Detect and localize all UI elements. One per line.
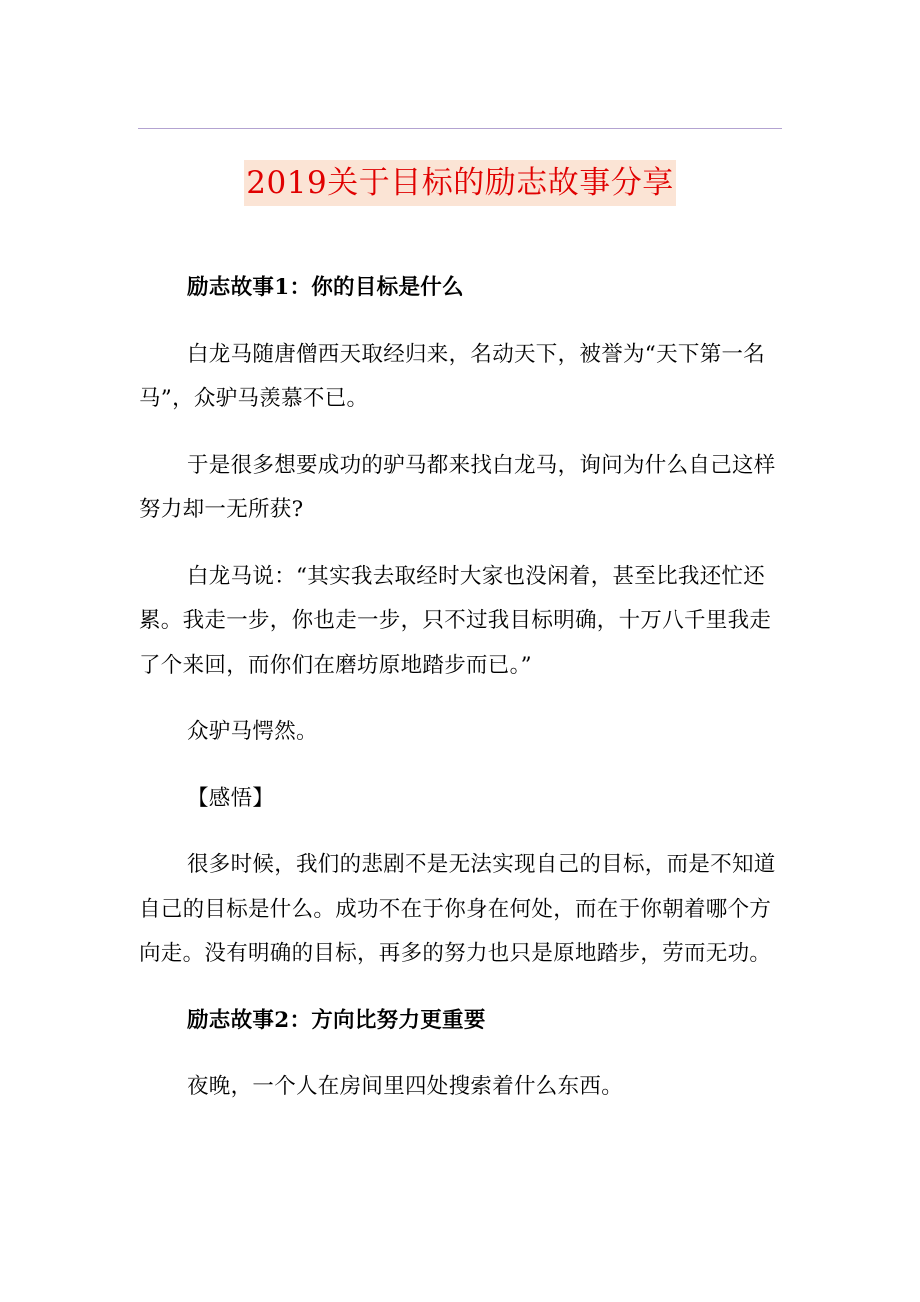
insight-label: 【感悟】 — [187, 785, 275, 811]
insight-paragraph: 很多时候，我们的悲剧不是无法实现自己的目标，而是不知道自己的目标是什么。成功不在于你身在何处，而在于你朝着哪个方向走。没有明确的目标，再多的努力也只是原地踏步，劳而无功。 — [139, 852, 776, 966]
paragraph-1: 白龙马随唐僧西天取经归来，名动天下，被誉为“天下第一名马”，众驴马羡慕不已。 — [139, 341, 766, 411]
header-divider — [138, 128, 782, 129]
title-container — [0, 160, 920, 206]
paragraph-4: 众驴马愕然。 — [187, 719, 318, 744]
story-1-heading: 励志故事1：你的目标是什么 — [187, 275, 464, 300]
paragraph-3: 白龙马说：“其实我去取经时大家也没闲着，甚至比我还忙还累。我走一步，你也走一步，只不过我目标明确，十万八千里我走了个来回，而你们在磨坊原地踏步而已。” — [139, 563, 772, 678]
document-body — [139, 266, 789, 1132]
paragraph-5: 夜晚，一个人在房间里四处搜索着什么东西。 — [187, 1074, 624, 1099]
paragraph-2: 于是很多想要成功的驴马都来找白龙马，询问为什么自己这样努力却一无所获? — [139, 452, 776, 522]
story-2-heading: 励志故事2：方向比努力更重要 — [187, 1007, 486, 1033]
document-title: 2019关于目标的励志故事分享 — [244, 160, 675, 206]
